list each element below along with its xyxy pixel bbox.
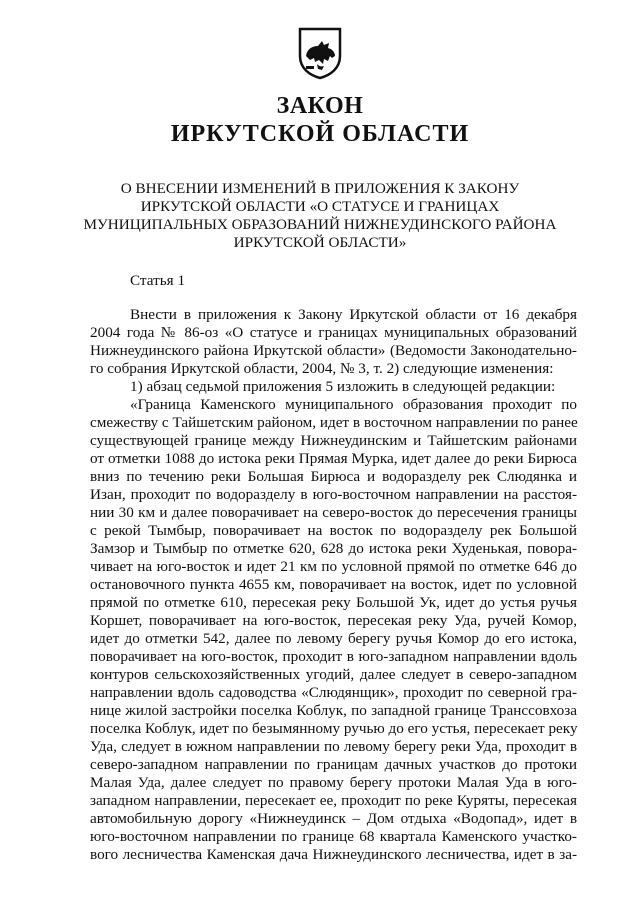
- law-subtitle: [0, 180, 640, 252]
- text-line: прямой по отметке 610, пересекая реку Большой Ук, идет до устья ручья: [90, 594, 577, 611]
- text-line: Замзор и Тымбыр по отметке 620, 628 до истока реки Худенькая, повора-: [90, 540, 577, 557]
- text-line: 1) абзац седьмой приложения 5 изложить в следующей редакции:: [130, 378, 556, 395]
- subtitle-line: МУНИЦИПАЛЬНЫХ ОБРАЗОВАНИЙ НИЖНЕУДИНСКОГО РАЙОНА: [83, 216, 557, 233]
- text-line: остановочного пункта 4655 км, поворачивает на восток, идет по условной: [90, 576, 577, 593]
- law-title: ЗАКОН: [276, 93, 364, 119]
- text-line: вого лесничества Каменская дача Нижнеудинского лесничества, идет в за-: [90, 846, 577, 863]
- text-line: нии 30 км и далее поворачивает на северо-восток до пересечения границы: [90, 504, 577, 521]
- text-line: поворачивает на юго-восток, проходит в юго-западном направлении вдоль: [90, 648, 577, 665]
- text-line: Коршет, поворачивает на юго-восток, пересекая реку Уда, ручей Комор,: [90, 612, 577, 629]
- subtitle-line: ИРКУТСКОЙ ОБЛАСТИ «О СТАТУСЕ И ГРАНИЦАХ: [140, 198, 500, 215]
- text-line: смежеству с Тайшетским районом, идет в восточном направлении по ранее: [90, 414, 578, 431]
- text-line: Уда, следует в южном направлении по левому берегу реки Уда, проходит в: [90, 738, 577, 755]
- text-line: от отметки 1088 до истока реки Прямая Мурка, идет далее до реки Бирюса: [90, 450, 577, 467]
- text-line: северо-западном направлении по границам дачных участков до протоки: [90, 756, 577, 773]
- text-line: направлении вдоль садоводства «Слюдянщик», проходит по северной гра-: [90, 684, 577, 701]
- text-line: Внести в приложения к Закону Иркутской области от 16 декабря: [130, 306, 577, 323]
- subtitle-line: О ВНЕСЕНИИ ИЗМЕНЕНИЙ В ПРИЛОЖЕНИЯ К ЗАКОНУ: [120, 180, 520, 197]
- text-line: идет до отметки 542, далее по левому берегу ручья Комор до его истока,: [90, 630, 577, 647]
- text-line: контуров сельскохозяйственных угодий, далее следует в северо-западном: [90, 666, 577, 683]
- text-line: вниз по течению реки Большая Бирюса и водоразделу рек Слюдянка и: [90, 468, 577, 485]
- text-line: поселка Коблук, идет по безымянному ручью до его устья, пересекает реку: [90, 720, 578, 737]
- text-line: 2004 года № 86-оз «О статусе и границах муниципальных образований: [90, 324, 577, 341]
- text-line: нице жилой застройки поселка Коблук, по западной границе Транссовхоза: [90, 702, 577, 719]
- article-heading: Статья 1: [130, 272, 186, 289]
- text-line: западном направлении, пересекает ее, проходит по реке Куряты, пересекая: [90, 792, 577, 809]
- text-line: го собрания Иркутской области, 2004, № 3, т. 2) следующие изменения:: [90, 360, 554, 377]
- text-line: Нижнеудинского района Иркутской области» (Ведомости Законодательно-: [90, 342, 577, 359]
- subtitle-line: ИРКУТСКОЙ ОБЛАСТИ»: [233, 234, 407, 251]
- text-line: юго-восточном направлении по границе 68 квартала Каменского участко-: [90, 828, 577, 845]
- text-line: Изан, проходит по водоразделу в юго-восточном направлении на расстоя-: [90, 486, 577, 503]
- text-line: автомобильную дорогу «Нижнеудинск – Дом отдыха «Водопад», идет в: [90, 810, 577, 827]
- text-line: Малая Уда, далее следует по правому берегу протоки Малая Уда в юго-: [90, 774, 577, 791]
- text-line: чивает на юго-восток и идет 21 км по условной прямой по отметке 646 до: [90, 558, 577, 575]
- text-line: «Граница Каменского муниципального образования проходит по: [130, 396, 577, 413]
- law-region-title: ИРКУТСКОЙ ОБЛАСТИ: [170, 121, 470, 147]
- text-line: существующей границе между Нижнеудинским и Тайшетским районами: [90, 432, 577, 449]
- body-text: [90, 306, 577, 864]
- coat-of-arms-icon: [297, 26, 343, 80]
- text-line: с рекой Тымбыр, поворачивает на восток по водоразделу рек Большой: [90, 522, 577, 539]
